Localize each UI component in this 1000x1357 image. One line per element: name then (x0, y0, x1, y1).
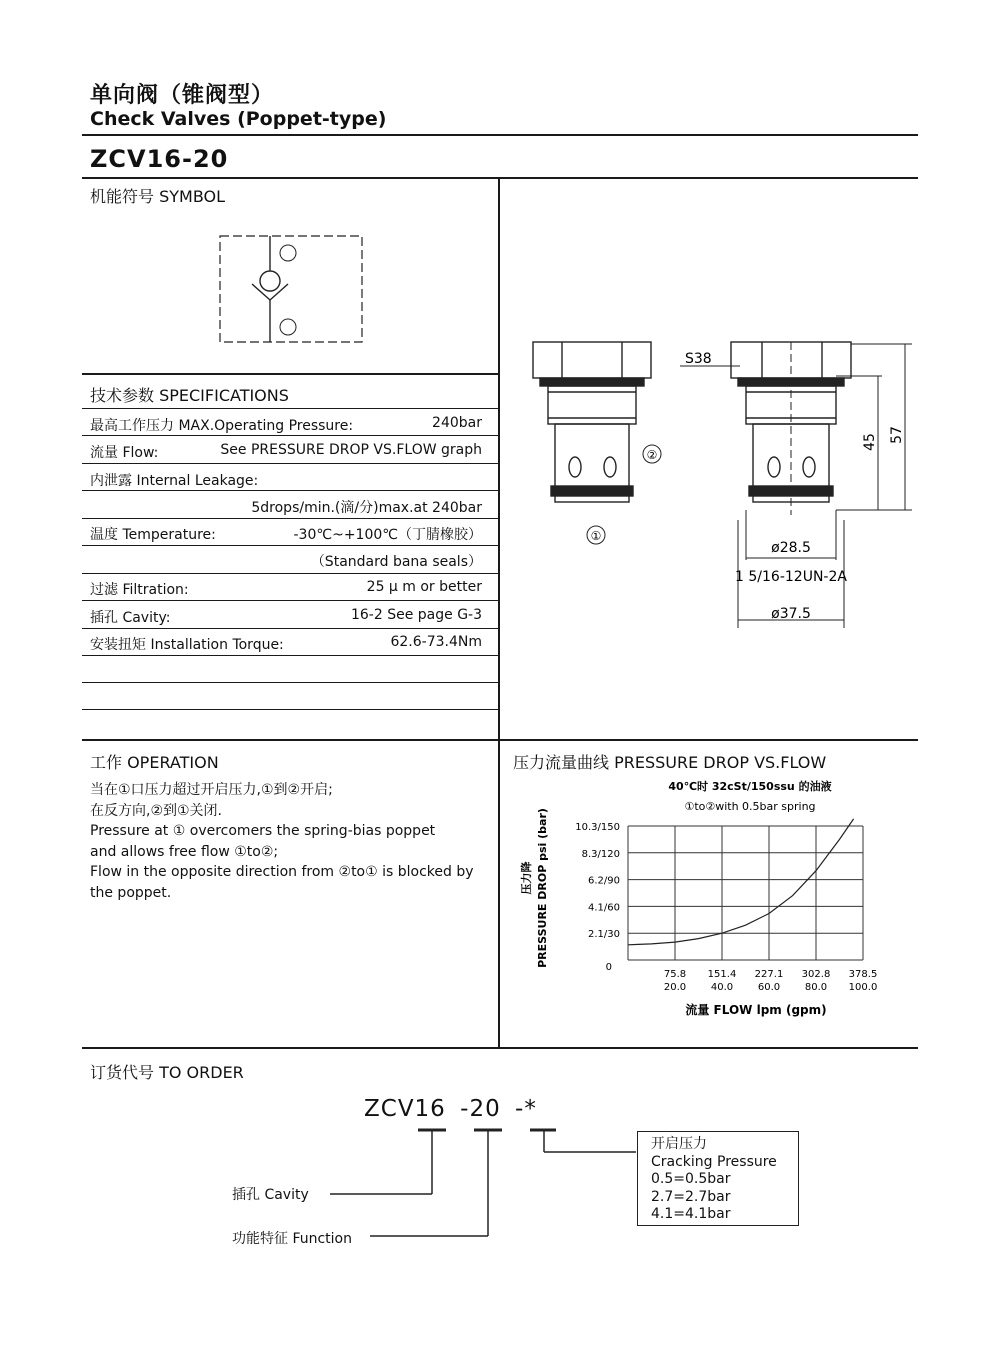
spec-rule (82, 655, 500, 656)
spec-value: 240bar (432, 415, 482, 431)
order-code-series: ZCV16 (364, 1096, 446, 1122)
spec-rule (82, 628, 500, 629)
chart-y-tick-label: 10.3/150 (575, 822, 620, 833)
outer-diameter-label: ø37.5 (771, 606, 811, 622)
model-number: ZCV16-20 (90, 145, 229, 173)
chart-x-tick-label: 378.5 (848, 969, 878, 980)
inner-diameter-label: ø28.5 (771, 540, 811, 556)
spec-label: 温度 Temperature: (90, 527, 216, 543)
chart-y-tick-label: 6.2/90 (588, 875, 620, 887)
operation-heading: 工作 OPERATION (90, 753, 219, 772)
spec-row-flow (90, 442, 482, 462)
chart-x-tick-label: 151.4 (707, 969, 737, 980)
chart-grid (628, 826, 863, 960)
cartridge-dimension-view (731, 342, 851, 515)
chart-y-tick-label: 2.1/30 (588, 929, 620, 941)
drawing-port-1: ① (590, 529, 602, 543)
chart-x-tick-label: 100.0 (848, 982, 878, 993)
spec-rule (82, 709, 500, 710)
spec-value: 5drops/min.(滴/分)max.at 240bar (251, 500, 482, 516)
model-rule (82, 177, 918, 179)
spec-label: 内泄露 Internal Leakage: (90, 473, 259, 489)
spec-rule (82, 682, 500, 683)
check-valve-symbol (218, 234, 364, 344)
title-english: Check Valves (Poppet-type) (90, 108, 387, 130)
chart-x-tick-label: 40.0 (710, 982, 734, 993)
spec-rule (82, 408, 500, 409)
chart-ylabel: PRESSURE DROP psi (bar) (536, 808, 549, 968)
pressure-drop-chart (500, 770, 918, 1035)
spec-top-rule (82, 373, 500, 375)
cavity-label: 插孔 Cavity (232, 1187, 309, 1203)
chart-x-tick-label: 20.0 (663, 982, 687, 993)
spec-row-leakage-value (90, 497, 482, 517)
chart-title: 40℃时 32cSt/150ssu 的油液 (668, 780, 832, 793)
chart-x-tick-label: 227.1 (754, 969, 784, 980)
chart-y-ticks (575, 822, 620, 973)
chart-x-tick-label: 80.0 (804, 982, 828, 993)
spec-row-torque (90, 634, 482, 654)
spec-rule (82, 435, 500, 436)
cracking-option: 4.1=4.1bar (651, 1206, 731, 1222)
cracking-pressure-title-cn: 开启压力 (651, 1136, 707, 1152)
chart-subtitle: ①to②with 0.5bar spring (684, 800, 816, 813)
operation-text (90, 780, 474, 903)
spec-value: -30℃~+100℃（丁腈橡胶） (293, 527, 482, 543)
spec-label: 安装扭矩 Installation Torque: (90, 637, 284, 653)
cracking-option: 2.7=2.7bar (651, 1188, 731, 1205)
order-code-option: -* (515, 1096, 537, 1122)
title-chinese: 单向阀（锥阀型） (90, 83, 275, 108)
bottom-rule (82, 1047, 918, 1049)
operation-line: Pressure at ① overcomers the spring-bias poppet (90, 823, 436, 839)
cracking-pressure-box (637, 1131, 799, 1226)
spec-label: 流量 Flow: (90, 445, 159, 461)
header-rule (82, 134, 918, 136)
chart-x-ticks (664, 969, 877, 993)
spec-row-leakage (90, 470, 482, 490)
spec-row-cavity (90, 607, 482, 627)
dim-57-label: 57 (889, 426, 905, 444)
chart-heading: 压力流量曲线 PRESSURE DROP VS.FLOW (513, 753, 827, 772)
chart-series-line (628, 819, 854, 945)
cracking-option: 0.5=0.5bar (651, 1171, 731, 1187)
spec-value: See PRESSURE DROP VS.FLOW graph (220, 442, 482, 458)
spec-row-temperature (90, 524, 482, 544)
thread-label: 1 5/16-12UN-2A (735, 569, 847, 585)
order-code-function: -20 (460, 1096, 501, 1122)
chart-x-tick-label: 75.8 (663, 969, 687, 980)
drawing-port-2: ② (646, 448, 658, 462)
operation-line: and allows free flow ①to②; (90, 843, 279, 860)
cracking-pressure-title-en: Cracking Pressure (651, 1153, 777, 1170)
order-heading: 订货代号 TO ORDER (90, 1063, 244, 1082)
chart-y-tick-label: 8.3/120 (581, 848, 620, 860)
cartridge-side-view (533, 342, 651, 502)
hex-size-label: S38 (685, 351, 712, 367)
chart-xlabel: 流量 FLOW lpm (gpm) (685, 1003, 827, 1017)
spec-value: （Standard bana seals） (310, 554, 482, 570)
chart-x-tick-label: 302.8 (801, 969, 831, 980)
order-connectors (320, 1122, 650, 1244)
spec-label: 最高工作压力 MAX.Operating Pressure: (90, 418, 354, 434)
spec-row-pressure (90, 415, 482, 435)
operation-line: 当在①口压力超过开启压力,①到②开启; (90, 782, 333, 798)
spec-value: 25 μ m or better (366, 579, 482, 595)
spec-rule (82, 545, 500, 546)
chart-y-tick-label: 0 (605, 962, 612, 973)
specifications-heading: 技术参数 SPECIFICATIONS (90, 386, 289, 405)
spec-rule (82, 518, 500, 519)
mid-rule (82, 739, 918, 741)
function-label: 功能特征 Function (232, 1231, 352, 1247)
spec-row-filtration (90, 579, 482, 599)
spec-rule (82, 600, 500, 601)
order-code (364, 1096, 537, 1122)
dim-45-label: 45 (862, 433, 878, 451)
chart-x-tick-label: 60.0 (757, 982, 781, 993)
chart-ylabel-cn: 压力降 (520, 861, 533, 895)
spec-value: 62.6-73.4Nm (390, 634, 482, 650)
operation-line: 在反方向,②到①关闭. (90, 802, 223, 819)
cartridge-drawing (500, 330, 918, 640)
spec-label: 插孔 Cavity: (90, 610, 171, 626)
spec-rule (82, 463, 500, 464)
spec-row-seals (90, 551, 482, 571)
operation-line: the poppet. (90, 884, 172, 901)
spec-label: 过滤 Filtration: (90, 582, 189, 598)
operation-line: Flow in the opposite direction from ②to① is blocked by (90, 864, 474, 880)
spec-rule (82, 490, 500, 491)
spec-rule (82, 573, 500, 574)
symbol-heading: 机能符号 SYMBOL (90, 187, 226, 206)
chart-y-tick-label: 4.1/60 (588, 902, 620, 914)
spec-value: 16-2 See page G-3 (350, 607, 482, 623)
